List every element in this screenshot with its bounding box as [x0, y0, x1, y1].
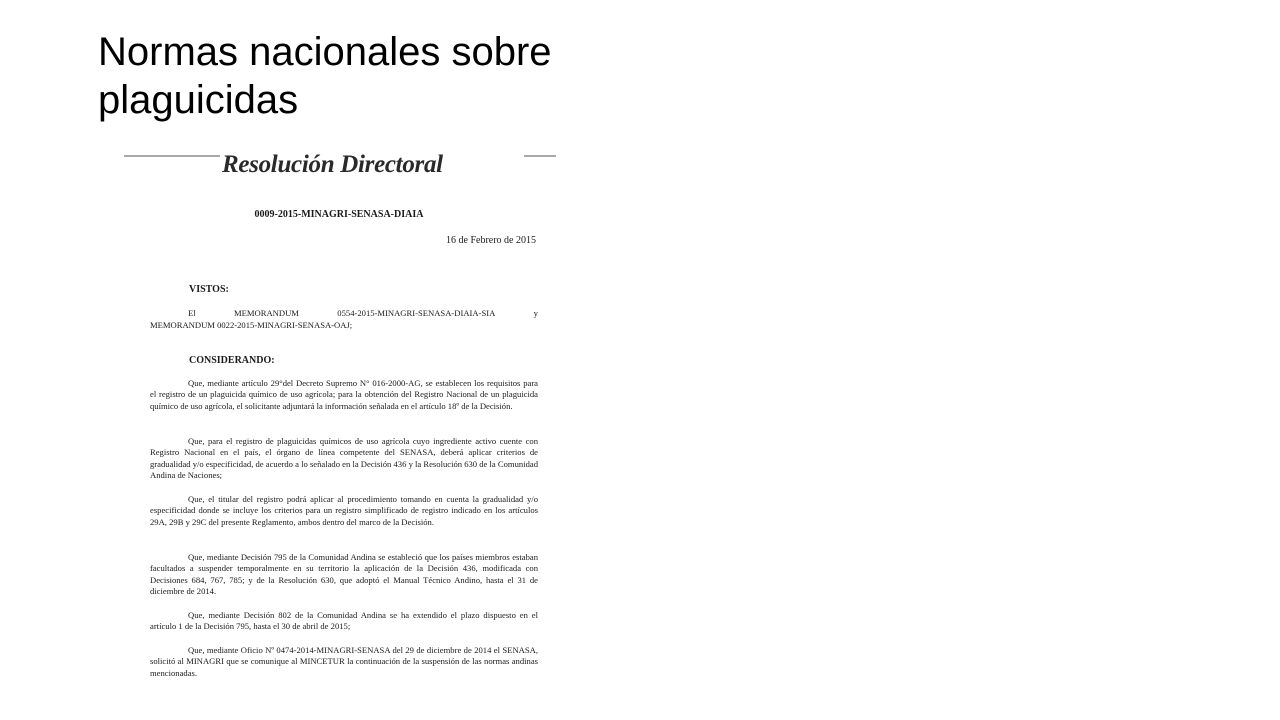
- considerando-paragraph: Que, mediante artículo 29°del Decreto Supremo N° 016-2000-AG, se establecen los requisitos para el registro de un plaguicida químico de uso agrícola; para la obtención del Registro Nacional de un plaguicida químico de uso agrícola, el solicitante adjuntará la información señalada en el artículo 18º de la Decisión.: [150, 378, 538, 411]
- considerando-paragraph: Que, mediante Decisión 795 de la Comunidad Andina se estableció que los países miembros estaban facultados a suspender temporalmente en su territorio la aplicación de la Decisión 436, modificada con Decisiones 684, 767, 785; y de la Resolución 630, que adoptó el Manual Técnico Andino, hasta el 31 de diciembre de 2014.: [150, 552, 538, 597]
- vistos-line-2: MEMORANDUM 0022-2015-MINAGRI-SENASA-OAJ;: [150, 320, 353, 330]
- considerando-heading: CONSIDERANDO:: [189, 355, 275, 366]
- slide-title: [98, 28, 738, 124]
- considerando-paragraph: Que, para el registro de plaguicidas químicos de uso agrícola cuyo ingrediente activo cuente con Registro Nacional en el país, el órgano de línea competente del SENASA, deberá aplicar criterios de gradualidad y/o especificidad, de acuerdo a lo señalado en la Decisión 436 y la Resolución 630 de la Comunidad Andina de Naciones;: [150, 436, 538, 481]
- resolution-number: 0009-2015-MINAGRI-SENASA-DIAIA: [254, 209, 424, 220]
- vistos-word: y: [533, 308, 538, 318]
- vistos-line-1: [150, 308, 538, 319]
- resolution-date: 16 de Febrero de 2015: [446, 235, 536, 246]
- resolution-document-image: [122, 148, 556, 688]
- vistos-heading: VISTOS:: [189, 284, 229, 295]
- vistos-word: MEMORANDUM: [234, 308, 299, 318]
- slide-title-line-2: plaguicidas: [98, 78, 299, 122]
- considerando-paragraph: Que, mediante Decisión 802 de la Comunidad Andina se ha extendido el plazo dispuesto en el artículo 1 de la Decisión 795, hasta el 30 de abril de 2015;: [150, 610, 538, 632]
- considerando-paragraph: Que, mediante Oficio Nº 0474-2014-MINAGRI-SENASA del 29 de diciembre de 2014 el SENASA, solicitó al MINAGRI que se comunique al MINCETUR la continuación de la suspensión de las normas andinas mencionadas.: [150, 645, 538, 678]
- slide-title-line-1: Normas nacionales sobre: [98, 30, 552, 74]
- considerando-paragraph: Que, el titular del registro podrá aplicar al procedimiento tomando en cuenta la gradualidad y/o especificidad donde se incluye los criterios para un registro simplificado de registro indicado en los artículos 29A, 29B y 29C del presente Reglamento, ambos dentro del marco de la Decisión.: [150, 494, 538, 527]
- document-header: Resolución Directoral: [220, 148, 524, 182]
- vistos-word: 0554-2015-MINAGRI-SENASA-DIAIA-SIA: [337, 308, 496, 318]
- vistos-word: El: [188, 308, 196, 318]
